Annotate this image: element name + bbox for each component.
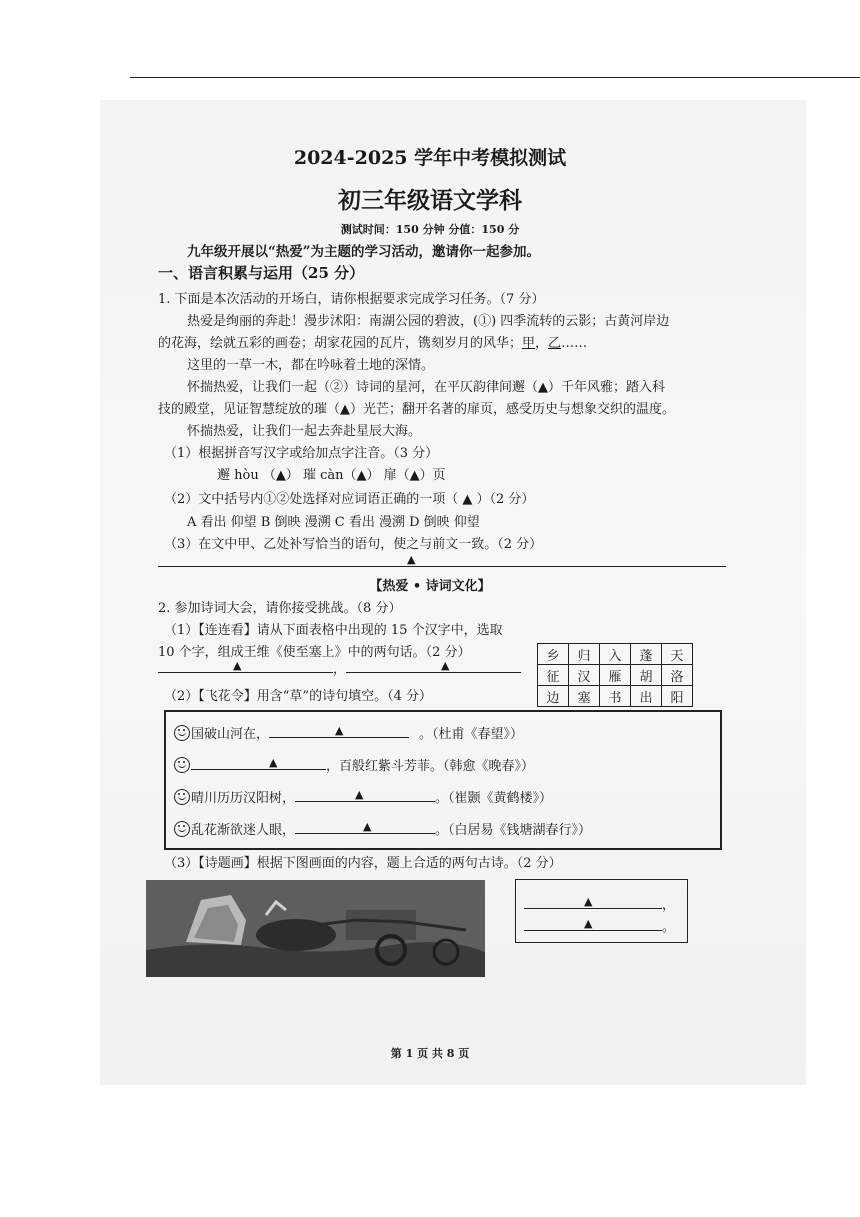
poem-pre: 乱花渐欲迷人眼， [191, 823, 296, 838]
top-rule [130, 77, 860, 78]
answer-line: ▲ [524, 894, 662, 909]
grid-cell: 边 [538, 686, 569, 707]
poem-post: 。（白居易《钱塘湖春行》） [435, 823, 592, 838]
grid-cell: 天 [662, 644, 693, 665]
answer-line-q1-3 [158, 566, 726, 567]
exam-info: 测试时间：150 分钟 分值：150 分 [340, 223, 520, 236]
character-grid [537, 643, 693, 707]
ox-cart-painting-icon [146, 880, 485, 977]
caption-answer-box [515, 879, 688, 943]
grid-cell: 塞 [569, 686, 600, 707]
grid-cell: 乡 [538, 644, 569, 665]
q2-sub2: （2）【飞花令】用含“草”的诗句填空。（4 分） [164, 689, 432, 704]
q1-sub3: （3）在文中甲、乙处补写恰当的语句，使之与前文一致。（2 分） [164, 537, 543, 552]
q1-sub1: （1）根据拼音写汉字或给加点字注音。（3 分） [164, 446, 439, 461]
grid-cell: 洛 [662, 665, 693, 686]
answer-line: ▲ [295, 819, 435, 834]
poem-line-2 [174, 755, 534, 774]
poem-post: 。（崔颢《黄鹤楼》） [435, 791, 553, 806]
grid-cell: 蓬 [631, 644, 662, 665]
grid-cell: 入 [600, 644, 631, 665]
answer-line: ▲ [158, 658, 333, 673]
section1-heading: 一、语言积累与运用（25 分） [158, 264, 365, 282]
q1-sub2: （2）文中括号内①②处选择对应词语正确的一项（ ▲ ）（2 分） [164, 492, 535, 507]
grid-row [538, 686, 693, 707]
ellipsis: …… [561, 336, 588, 351]
smiley-icon [174, 821, 190, 837]
poem-pre: 国破山河在， [191, 727, 270, 742]
smiley-icon [174, 789, 190, 805]
grid-row [538, 644, 693, 665]
smiley-icon [174, 725, 190, 741]
q1-para4: 怀揣热爱，让我们一起去奔赴星辰大海。 [187, 424, 422, 439]
q1-para3b: 技的殿堂，见证智慧绽放的璀（▲）光芒；翻开名著的扉页，感受历史与想象交织的温度。 [158, 402, 675, 417]
grid-cell: 胡 [631, 665, 662, 686]
answer-line: ▲ [269, 723, 409, 738]
grid-cell: 出 [631, 686, 662, 707]
grid-cell: 阳 [662, 686, 693, 707]
grid-cell: 征 [538, 665, 569, 686]
answer-line: ▲ [295, 787, 435, 802]
exam-subtitle: 初三年级语文学科 [338, 187, 522, 214]
q1-sub1-items: 邂 hòu （▲） 璀 càn（▲） 扉（▲）页 [217, 468, 446, 483]
section-banner: 【热爱 • 诗词文化】 [369, 579, 491, 594]
q2-sub1b: 10 个字，组成王维《使至塞上》中的两句话。（2 分） [158, 645, 471, 660]
poem-post: ，百般红紫斗芳菲。（韩愈《晚春》） [326, 759, 535, 774]
q1-para2: 这里的一草一木，都在吟咏着土地的深情。 [187, 358, 435, 373]
blank-sep: ， [535, 336, 549, 351]
q2-sub3: （3）【诗题画】根据下图画面的内容，题上合适的两句古诗。（2 分） [164, 856, 562, 871]
q1-para3a: 怀揣热爱，让我们一起（②）诗词的星河，在平仄韵律间邂（▲）千年风雅；踏入科 [187, 380, 665, 395]
grid-row [538, 665, 693, 686]
poem-line-1 [174, 723, 523, 742]
poem-pre: 晴川历历汉阳树， [191, 791, 296, 806]
answer-line: ▲ [524, 916, 662, 931]
q1-para1b-text: 的花海，绘就五彩的画卷；胡家花园的瓦片，镌刻岁月的风华； [158, 336, 523, 351]
q2-stem: 2. 参加诗词大会，请你接受挑战。（8 分） [158, 601, 402, 616]
blank-yi: 乙 [548, 336, 562, 351]
caption-line-1 [524, 894, 675, 913]
q1-sub2-options: A 看出 仰望 B 倒映 漫溯 C 看出 漫溯 D 倒映 仰望 [187, 515, 480, 530]
poem-line-4 [174, 819, 591, 838]
blank-jia: 甲 [522, 336, 536, 351]
q1-para1a: 热爱是绚丽的奔赴！漫步沭阳：南湖公园的碧波，(①) 四季流转的云影；古黄河岸边 [187, 314, 670, 329]
poem-post: 。（杜甫《春望》） [419, 727, 524, 742]
grid-cell: 雁 [600, 665, 631, 686]
smiley-icon [174, 757, 190, 773]
q2-sub1a: （1）【连连看】请从下面表格中出现的 15 个汉字中，选取 [164, 623, 503, 638]
caption-end-1: ， [662, 898, 676, 913]
exam-title: 2024-2025 学年中考模拟测试 [293, 147, 567, 169]
answer-line: ▲ [346, 658, 521, 673]
answer-marker: ▲ [407, 553, 416, 566]
q1-stem: 1. 下面是本次活动的开场白，请你根据要求完成学习任务。（7 分） [158, 292, 545, 307]
answer-line: ▲ [191, 755, 326, 770]
intro-text: 九年级开展以“热爱”为主题的学习活动，邀请你一起参加。 [187, 244, 541, 260]
q2-sub1-answer: ▲ ， ▲ [158, 658, 521, 677]
grid-cell: 汉 [569, 665, 600, 686]
caption-line-2 [524, 916, 675, 935]
painting-image [146, 880, 485, 977]
caption-end-2: 。 [662, 920, 676, 935]
page-footer: 第 1 页 共 8 页 [390, 1047, 470, 1060]
grid-cell: 归 [569, 644, 600, 665]
grid-cell: 书 [600, 686, 631, 707]
poem-line-3 [174, 787, 552, 806]
q1-para1b [158, 332, 587, 351]
